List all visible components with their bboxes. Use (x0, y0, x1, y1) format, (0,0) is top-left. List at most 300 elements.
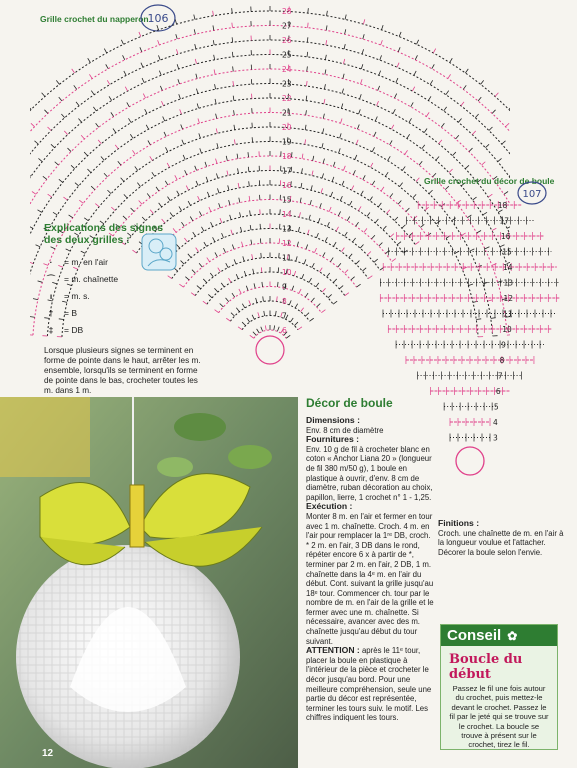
napperon-stitch (234, 139, 235, 144)
legend-text: = m. s. (64, 291, 90, 301)
napperon-stitch (275, 311, 276, 316)
napperon-stitch (341, 104, 342, 109)
napperon-stitch (381, 40, 383, 45)
napperon-stitch (416, 40, 418, 45)
napperon-stitch (242, 304, 245, 308)
napperon-stitch (399, 32, 401, 37)
napperon-stitch (239, 289, 241, 293)
napperon-stitch (330, 258, 333, 262)
napperon-stitch (88, 58, 91, 62)
decor-row-number: 9 (501, 340, 506, 350)
napperon-stitch (313, 156, 314, 161)
napperon-stitch (238, 327, 242, 330)
napperon-stitch (160, 86, 162, 91)
napperon-stitch (355, 155, 357, 160)
napperon-stitch (307, 37, 308, 42)
napperon-stitch (199, 133, 201, 138)
napperon-stitch (104, 49, 106, 53)
napperon-stitch (294, 322, 298, 326)
napperon-stitch (289, 300, 291, 305)
napperon-stitch (218, 268, 221, 272)
napperon-stitch (292, 286, 294, 291)
napperon-row-number: 10 (282, 268, 292, 277)
napperon-stitch (360, 79, 362, 84)
napperon-stitch (502, 141, 506, 144)
finitions (438, 519, 564, 557)
napperon-stitch (163, 116, 165, 121)
napperon-stitch (444, 107, 447, 111)
napperon-row-number: 13 (282, 224, 292, 234)
napperon-stitch (388, 156, 391, 160)
napperon-stitch (339, 148, 341, 153)
napperon-stitch (215, 252, 217, 256)
napperon-stitch (296, 256, 297, 261)
napperon-stitch (95, 204, 99, 207)
tip-title: Boucle du début (449, 652, 523, 682)
napperon-stitch (356, 140, 358, 145)
napperon-row-number: 12 (282, 239, 292, 248)
napperon-stitch (216, 114, 217, 119)
napperon-stitch (390, 140, 393, 144)
decor-center (456, 447, 484, 475)
napperon-stitch (131, 208, 135, 212)
napperon-stitch (223, 248, 225, 253)
napperon-stitch (236, 308, 239, 312)
napperon-stitch (38, 158, 42, 161)
napperon-stitch (96, 123, 99, 127)
napperon-stitch (498, 158, 502, 161)
napperon-stitch (361, 191, 364, 195)
napperon-row-number: 18 (282, 152, 292, 161)
napperon-stitch (59, 179, 63, 182)
napperon-stitch (324, 99, 325, 104)
ornament-photo (0, 397, 298, 768)
napperon-stitch (345, 232, 348, 236)
napperon-stitch (76, 102, 79, 106)
napperon-stitch (345, 29, 346, 34)
napperon-stitch (198, 196, 200, 201)
napperon-stitch (461, 102, 464, 106)
napperon-stitch (64, 131, 67, 135)
napperon-stitch (220, 218, 222, 223)
decor-row-number: 15 (502, 247, 512, 257)
napperon-row-number: 21 (282, 108, 292, 118)
napperon-stitch (214, 55, 215, 60)
napperon-stitch (415, 55, 417, 59)
napperon-stitch (78, 118, 81, 122)
napperon-stitch (257, 329, 260, 333)
napperon-stitch (238, 168, 239, 173)
napperon-stitch (322, 288, 325, 292)
napperon-stitch (308, 8, 309, 13)
napperon-stitch (391, 125, 393, 129)
napperon-stitch (38, 281, 43, 282)
napperon-stitch (178, 79, 180, 84)
napperon-stitch (325, 55, 326, 60)
napperon-stitch (232, 52, 233, 57)
finitions-heading: Finitions : (438, 518, 480, 528)
napperon-stitch (72, 69, 75, 73)
napperon-stitch (205, 162, 207, 167)
napperon-stitch (340, 196, 342, 201)
legend-symbol: ı (49, 291, 53, 301)
napperon-stitch (175, 19, 176, 24)
napperon-stitch (294, 271, 296, 276)
execution-text: Monter 8 m. en l'air et fermer en tour avec 1 m. chaînette. Croch. 4 m. en l'air pour remplacer la 1ʳᵉ DB, croch. * 2 m. en l'air, 3 DB dans le rond, répéter encore 6 x à partir de *, terminer par 2 m. en l'air, 2 DB, 1 m. chaînette dans la 4ᵉ m. en l'air du début. Cont. suivant la grille jusqu'au 18ᵉ tour. Commencer ch. tour par le nombre de m. en l'air de la grille et le fermer avec une m. chaînette. Si nécessaire, avancer avec des m. chaînette jusqu'au début du tour suivant. (306, 511, 434, 646)
napperon-stitch (485, 144, 489, 147)
napperon-stitch (250, 225, 251, 230)
napperon-stitch (307, 52, 308, 57)
napperon-stitch (98, 140, 101, 144)
napperon-stitch (482, 162, 486, 165)
tip-box (440, 624, 558, 750)
napperon-stitch (240, 212, 241, 217)
napperon-stitch (327, 11, 328, 16)
legend-note: Lorsque plusieurs signes se terminent en forme de pointe dans le haut, arrêter les m. ensemble, lorsqu'ils se terminent en forme de pointe dans le bas, crocheter toutes les m. dans 1 m. (44, 346, 201, 395)
napperon-stitch (183, 155, 185, 160)
napperon-stitch (137, 183, 140, 187)
dimensions-text: Env. 8 cm de diamètre (306, 425, 384, 435)
napperon-stitch (188, 201, 190, 205)
napperon-stitch (253, 332, 256, 336)
napperon-stitch (357, 125, 359, 130)
napperon-stitch (215, 310, 219, 313)
napperon-stitch (325, 70, 326, 75)
napperon-stitch (345, 270, 348, 274)
clover-icon: ✿ (507, 628, 518, 643)
napperon-stitch (198, 118, 199, 123)
napperon-stitch (299, 289, 301, 293)
napperon-stitch (197, 286, 201, 289)
tip-header (441, 625, 557, 646)
napperon-stitch (195, 59, 196, 64)
legend-item (44, 322, 194, 339)
napperon-stitch (381, 25, 383, 30)
napperon-stitch (249, 196, 250, 201)
napperon-stitch (248, 152, 249, 157)
napperon-stitch (216, 128, 217, 133)
napperon-stitch (208, 294, 212, 297)
napperon-stitch (44, 110, 47, 114)
napperon-stitch (343, 74, 344, 79)
napperon-stitch (251, 240, 252, 245)
napperon-stitch (509, 106, 510, 110)
napperon-stitch (475, 114, 478, 118)
napperon-stitch (377, 101, 379, 106)
napperon-stitch (448, 74, 451, 78)
napperon-stitch (48, 194, 52, 197)
napperon-stitch (146, 125, 148, 129)
napperon-stitch (181, 125, 183, 130)
napperon-stitch (265, 325, 266, 330)
decor-row-number: 11 (503, 309, 513, 319)
crochet-mascot-icon (138, 228, 182, 274)
napperon-stitch (231, 313, 235, 316)
napperon-stitch (277, 296, 278, 301)
napperon-stitch (458, 118, 461, 122)
napperon-stitch (195, 166, 197, 171)
napperon-stitch (306, 96, 307, 101)
napperon-stitch (214, 70, 215, 75)
napperon-stitch (333, 242, 336, 246)
fournitures-heading: Fournitures : (306, 434, 359, 445)
decor-row-number: 14 (503, 263, 513, 272)
napperon-stitch (196, 74, 197, 79)
article-title: Décor de boule (306, 396, 393, 410)
napperon-stitch (302, 274, 304, 279)
napperon-stitch (135, 166, 138, 170)
legend-text: = m. chaînette (64, 274, 119, 284)
napperon-stitch (323, 128, 324, 133)
napperon-row-number: 15 (282, 195, 292, 205)
napperon-stitch (449, 169, 453, 173)
napperon-stitch (210, 273, 213, 277)
napperon-stitch (277, 282, 278, 287)
napperon-stitch (396, 78, 398, 83)
napperon-stitch (252, 315, 254, 319)
napperon-stitch (38, 210, 42, 213)
napperon-stitch (234, 125, 235, 130)
napperon-stitch (349, 201, 351, 205)
napperon-stitch (250, 335, 254, 338)
napperon-stitch (362, 268, 366, 271)
napperon-stitch (378, 86, 380, 91)
napperon-stitch (190, 217, 193, 221)
legend-text: = m. en l'air (64, 257, 108, 267)
napperon-stitch (321, 188, 323, 193)
napperon-stitch (167, 163, 169, 167)
napperon-stitch (311, 185, 312, 190)
napperon-stitch (305, 313, 309, 316)
napperon-stitch (48, 127, 52, 131)
legend-symbol: ‡ (48, 325, 54, 335)
napperon-stitch (199, 211, 201, 215)
napperon-stitch (327, 273, 330, 277)
napperon-stitch (158, 40, 160, 45)
napperon-stitch (320, 203, 322, 208)
napperon-stitch (113, 129, 116, 133)
napperon-stitch (87, 169, 91, 173)
napperon-stitch (71, 165, 75, 168)
decor-label: Grille crochet du décor de boule (424, 176, 555, 186)
napperon-stitch (236, 274, 238, 279)
napperon-stitch (336, 227, 338, 231)
napperon-stitch (370, 163, 372, 167)
napperon-stitch (333, 279, 336, 283)
napperon-stitch (298, 327, 302, 330)
napperon-stitch (33, 299, 38, 300)
napperon-stitch (156, 187, 159, 191)
decor-row-number: 10 (502, 325, 512, 334)
napperon-stitch (302, 168, 303, 173)
napperon-stitch (123, 216, 127, 219)
napperon-stitch (177, 64, 179, 69)
napperon-stitch (91, 91, 94, 95)
napperon-stitch (84, 152, 87, 156)
napperon-stitch (411, 102, 414, 106)
napperon-stitch (150, 210, 153, 214)
legend-item (44, 305, 194, 322)
napperon-stitch (333, 301, 337, 304)
napperon-stitch (331, 192, 333, 197)
napperon-stitch (317, 304, 321, 307)
napperon-stitch (232, 293, 235, 297)
napperon-stitch (349, 254, 352, 258)
napperon-stitch (121, 40, 123, 45)
tip-body: Passez le fil une fois autour du crochet, puis mettez-le devant le crochet. Passez le fil par le jeté qui se trouve sur le crochet. La boucle se trouve à présent sur le crochet, tirez le fil. (449, 684, 549, 750)
napperon-stitch (242, 242, 243, 247)
napperon-stitch (463, 85, 466, 89)
napperon-stitch (244, 271, 246, 276)
napperon-stitch (297, 242, 298, 247)
dimensions-heading: Dimensions : (306, 415, 360, 425)
napperon-stitch (69, 215, 73, 218)
napperon-stitch (213, 237, 215, 241)
napperon-row-number: 17 (282, 166, 292, 176)
napperon-stitch (195, 44, 196, 49)
napperon-stitch (316, 233, 318, 238)
napperon-stitch (107, 190, 111, 194)
napperon-stitch (375, 116, 377, 121)
legend-symbol: · (49, 257, 53, 267)
napperon-stitch (226, 298, 229, 302)
napperon-stitch (492, 110, 495, 114)
napperon-stitch (328, 294, 332, 297)
napperon-stitch (452, 152, 455, 156)
napperon-stitch (150, 156, 153, 160)
legend-item (44, 288, 194, 305)
napperon-stitch (433, 49, 435, 53)
napperon-stitch (253, 269, 254, 274)
napperon-stitch (107, 80, 110, 84)
napperon-stitch (243, 256, 244, 261)
napperon-stitch (274, 325, 275, 330)
napperon-stitch (125, 87, 127, 91)
napperon-stitch (469, 148, 473, 152)
napperon-stitch (318, 218, 320, 223)
napperon-stitch (343, 166, 345, 171)
napperon-stitch (308, 230, 310, 235)
attention-heading: ATTENTION : (306, 645, 360, 656)
napperon-stitch (393, 109, 395, 113)
napperon-stitch (30, 226, 33, 228)
napperon-stitch (159, 203, 162, 207)
napperon-stitch (329, 207, 331, 212)
napperon-stitch (79, 200, 83, 203)
napperon-stitch (363, 19, 364, 24)
napperon-stitch (338, 263, 341, 267)
napperon-stitch (232, 8, 233, 13)
napperon-stitch (305, 125, 306, 130)
napperon-stitch (240, 227, 241, 232)
napperon-stitch (306, 245, 308, 250)
napperon-stitch (341, 248, 344, 252)
napperon-stitch (213, 11, 214, 16)
napperon-stitch (358, 206, 361, 210)
napperon-stitch (219, 203, 221, 208)
napperon-stitch (165, 147, 167, 151)
decor-row-number: 7 (497, 371, 503, 381)
napperon-stitch (67, 148, 71, 152)
napperon-stitch (139, 200, 142, 204)
napperon-stitch (221, 283, 224, 287)
decor-row-number: 16 (501, 232, 511, 241)
napperon-stitch (345, 293, 349, 296)
napperon-stitch (432, 64, 434, 68)
napperon-stitch (478, 97, 481, 101)
napperon-stitch (310, 318, 314, 321)
napperon-row-number: 16 (282, 181, 292, 190)
napperon-stitch (124, 71, 126, 75)
napperon-stitch (203, 301, 207, 304)
napperon-stitch (248, 167, 249, 172)
napperon-row-number: 24 (282, 65, 292, 74)
napperon-stitch (398, 47, 400, 52)
napperon-stitch (186, 186, 188, 190)
napperon-stitch (157, 25, 159, 30)
napperon-stitch (341, 118, 342, 123)
napperon-stitch (232, 245, 234, 250)
napperon-stitch (75, 183, 79, 186)
napperon-stitch (207, 258, 210, 262)
napperon-row-number: 9 (282, 282, 287, 292)
decor-row-number: 5 (493, 402, 499, 412)
napperon-stitch (196, 181, 198, 186)
napperon-stitch (30, 317, 35, 318)
legend-title-2: des deux grilles : (44, 234, 130, 246)
napperon-stitch (379, 71, 381, 76)
napperon-stitch (258, 312, 260, 317)
napperon-stitch (175, 175, 177, 179)
napperon-stitch (176, 34, 177, 39)
napperon-stitch (139, 32, 141, 37)
napperon-stitch (362, 49, 363, 54)
napperon-stitch (164, 132, 166, 136)
napperon-stitch (93, 107, 96, 111)
napperon-stitch (320, 268, 323, 272)
napperon-stitch (321, 310, 325, 313)
napperon-stitch (309, 278, 312, 282)
napperon-stitch (439, 140, 442, 144)
napperon-stitch (311, 298, 314, 302)
napperon-stitch (394, 94, 396, 98)
napperon-stitch (159, 71, 161, 76)
napperon-stitch (91, 186, 95, 189)
napperon-stitch (472, 131, 475, 135)
napperon-stitch (32, 192, 36, 195)
napperon-stitch (226, 318, 230, 321)
napperon-stitch (227, 171, 228, 176)
napperon-stitch (323, 252, 325, 256)
napperon-stitch (306, 81, 307, 86)
napperon-stitch (344, 44, 345, 49)
napperon-stitch (121, 178, 124, 182)
napperon-stitch (264, 311, 265, 316)
napperon-stitch (74, 85, 77, 89)
napperon-stitch (132, 150, 135, 154)
napperon-stitch (123, 55, 125, 59)
decor-row-number: 8 (499, 356, 505, 365)
napperon-stitch (324, 84, 325, 89)
napperon-stitch (177, 191, 180, 195)
decor-row-number: 12 (503, 294, 514, 303)
napperon-row-number: 22 (282, 94, 292, 103)
napperon-stitch (42, 93, 45, 97)
napperon-stitch (206, 177, 208, 182)
napperon-stitch (140, 47, 142, 52)
napperon-stitch (380, 55, 382, 60)
napperon-stitch (246, 286, 248, 291)
